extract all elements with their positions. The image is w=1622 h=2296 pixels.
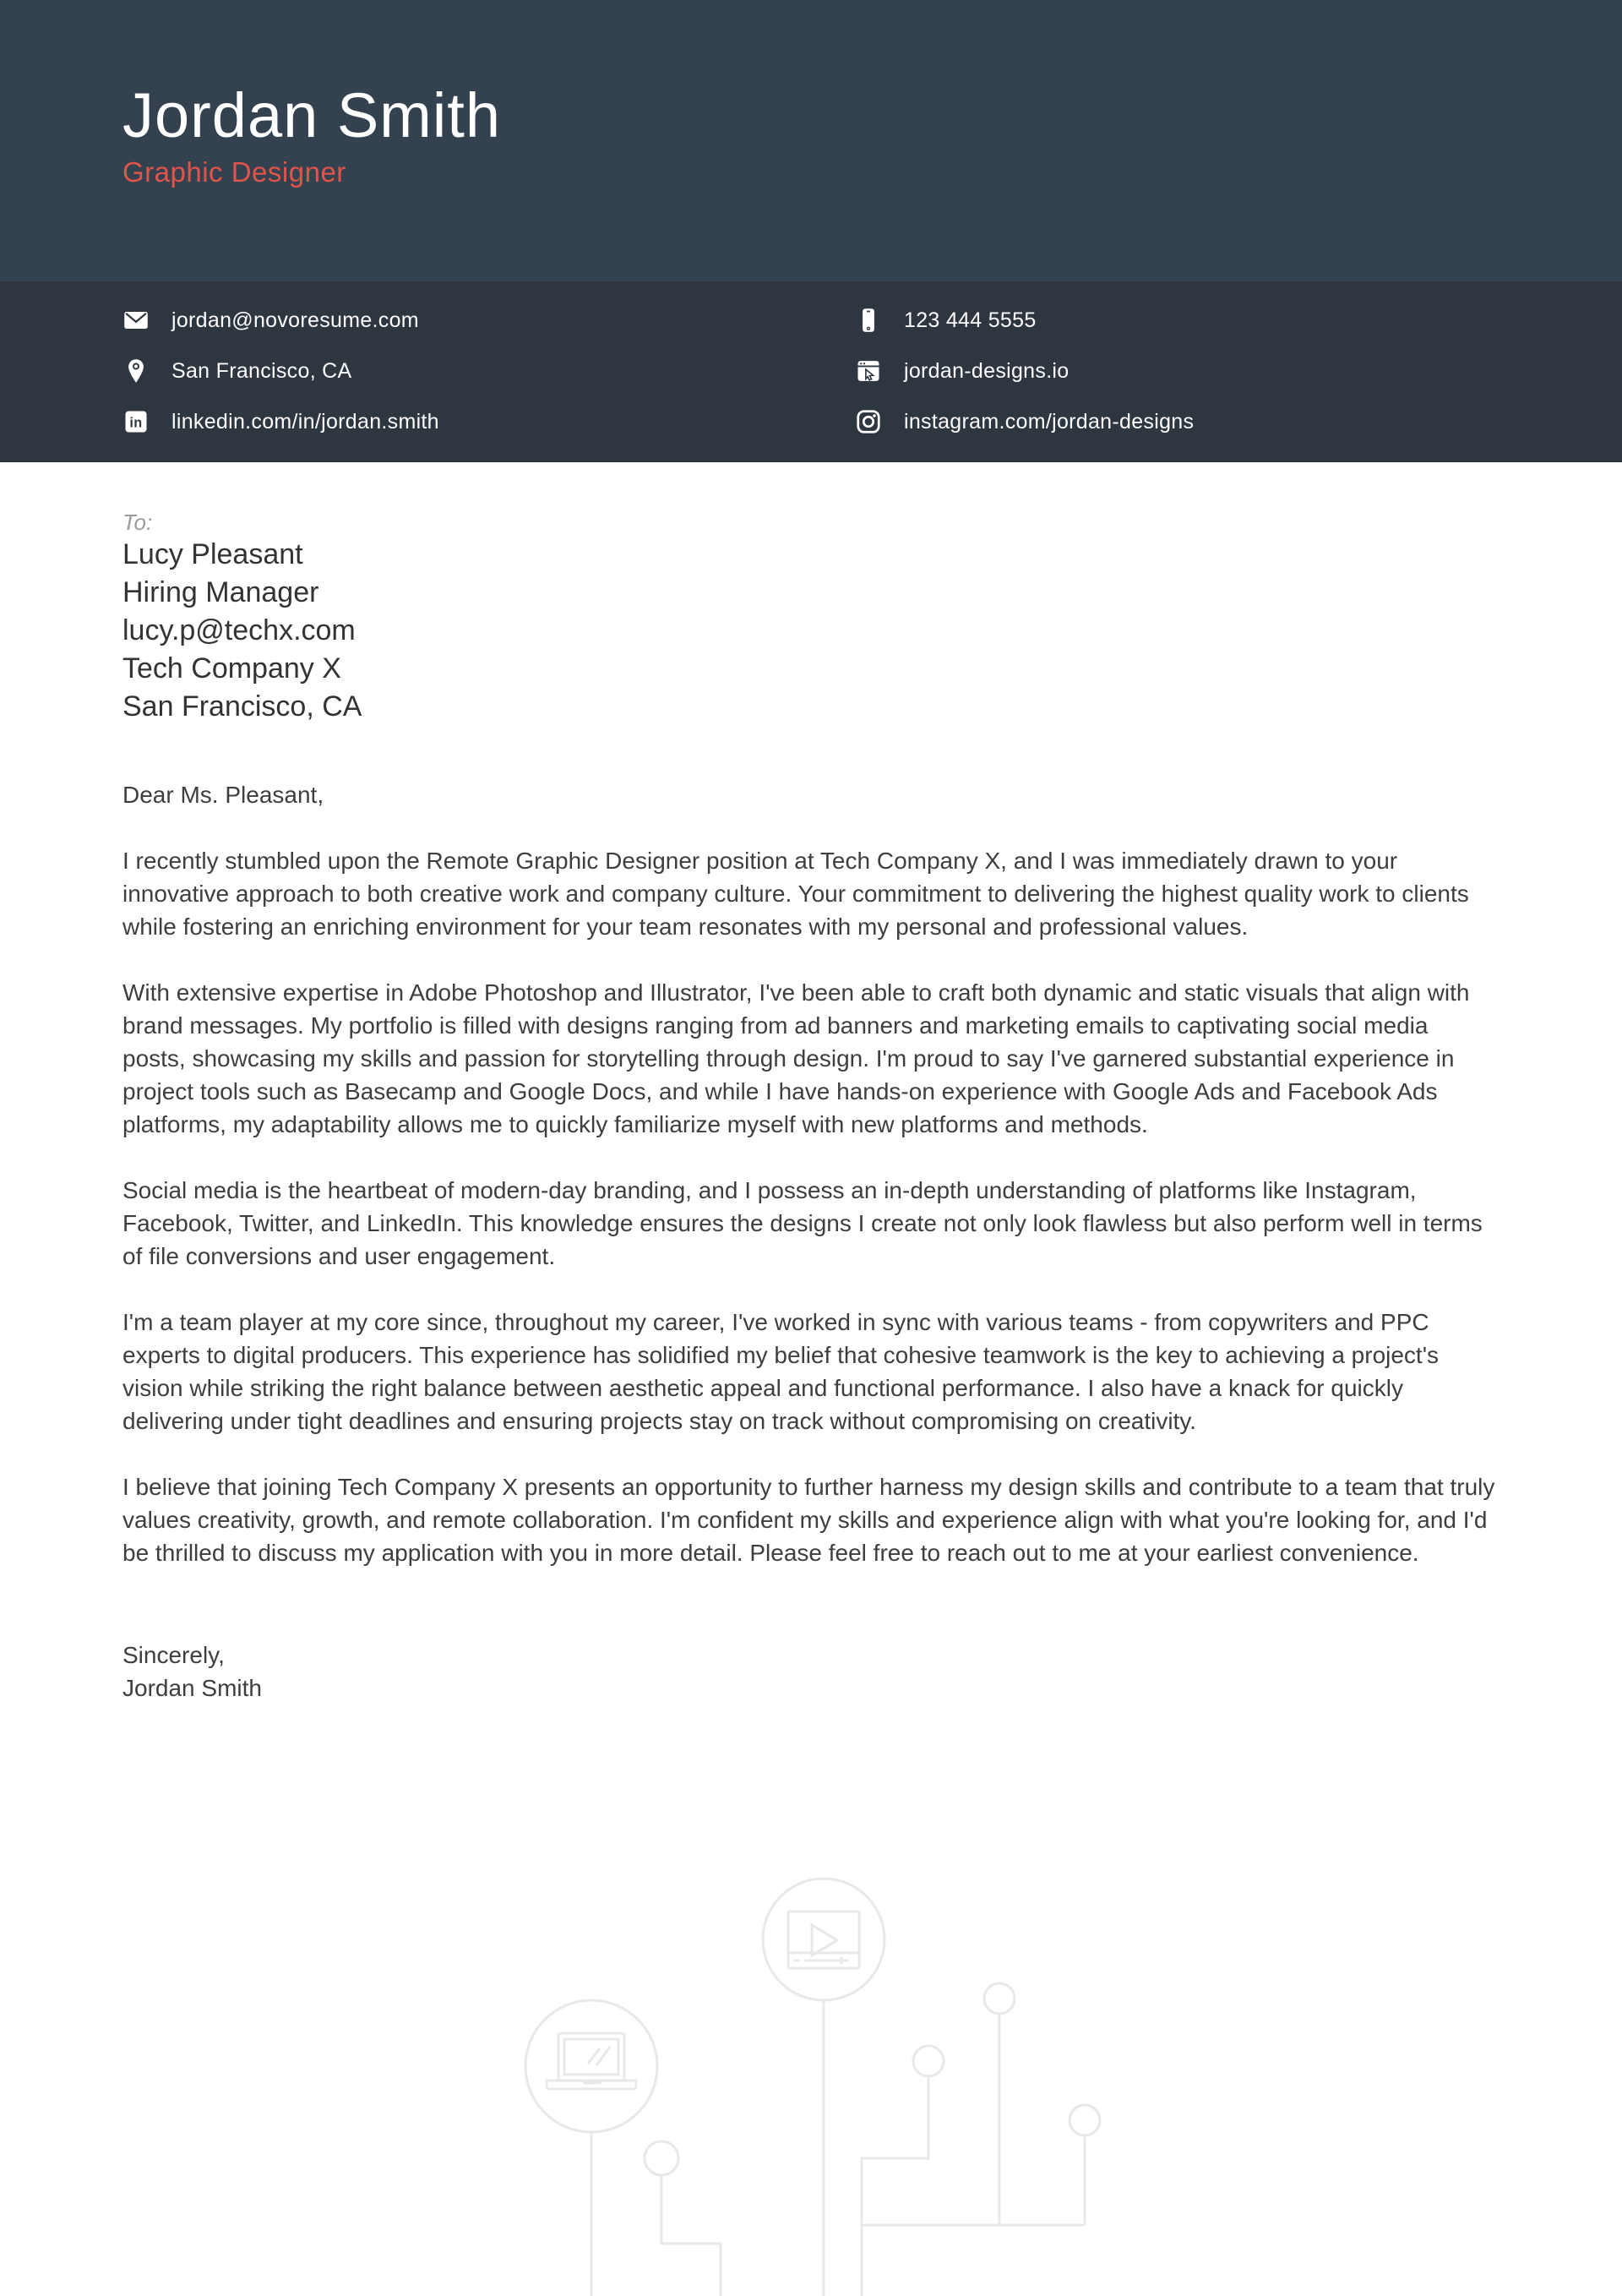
recipient-company: Tech Company X — [122, 652, 341, 684]
paragraph-5: I believe that joining Tech Company X presents an opportunity to further harness my design skills and contribute to a team that truly values creativity, growth, and remote collaboration. I'm confident my skills and experience align with what you're looking for, and I'd be thrilled to discuss my application with you in more detail. Please feel free to reach out to me at your earliest convenience. — [122, 1474, 1495, 1566]
paragraph-4: I'm a team player at my core since, throughout my career, I've worked in sync with various teams - from copywriters and PPC experts to digital producers. This experience has solidified my belief that cohesive teamwork is the key to achieving a project's vision while striking the right balance between aesthetic appeal and functional performance. I also have a knack for quickly delivering under tight deadlines and ensuring projects stay on track without compromising on creativity. — [122, 1309, 1440, 1434]
contact-row-instagram — [855, 408, 1194, 435]
contact-row-website — [855, 357, 1194, 384]
recipient-name: Lucy Pleasant — [122, 538, 303, 570]
phone-value: 123 444 5555 — [904, 308, 1037, 332]
contact-row-linkedin — [122, 408, 855, 435]
contact-bar — [0, 281, 1622, 462]
signature: Jordan Smith — [122, 1675, 262, 1701]
letter-body — [0, 510, 1622, 1704]
linkedin-icon — [122, 408, 150, 435]
recipient-block — [122, 536, 1495, 726]
location-value: San Francisco, CA — [171, 358, 352, 383]
salutation: Dear Ms. Pleasant, — [122, 782, 324, 808]
paragraph-3: Social media is the heartbeat of modern-day branding, and I possess an in-depth understanding of platforms like Instagram, Facebook, Twitter, and LinkedIn. This knowledge ensures the designs I create not only look flawless but also perform well in terms of file conversions and user engagement. — [122, 1177, 1483, 1269]
linkedin-value: linkedin.com/in/jordan.smith — [171, 409, 439, 434]
circuit-decoration — [0, 1817, 1622, 2296]
email-value: jordan@novoresume.com — [171, 308, 419, 332]
paragraph-1: I recently stumbled upon the Remote Graphic Designer position at Tech Company X, and I was immediately drawn to your innovative approach to both creative work and company culture. Your commitment to delivering the highest quality work to clients while fostering an enriching environment for your team resonates with my personal and professional values. — [122, 848, 1469, 940]
closing: Sincerely, — [122, 1642, 225, 1668]
svg-text:in: in — [129, 415, 143, 431]
laptop-icon — [525, 2000, 657, 2296]
recipient-label: To: — [122, 510, 153, 535]
video-player-icon — [763, 1879, 884, 2296]
website-value: jordan-designs.io — [904, 358, 1070, 383]
contact-column-right — [855, 307, 1194, 435]
circuit-lines — [645, 1983, 1100, 2296]
phone-icon — [855, 307, 882, 334]
recipient-city: San Francisco, CA — [122, 690, 362, 723]
instagram-value: instagram.com/jordan-designs — [904, 409, 1195, 434]
person-title: Graphic Designer — [122, 156, 346, 188]
contact-row-phone — [855, 307, 1194, 334]
contact-row-email — [122, 307, 855, 334]
instagram-icon — [855, 408, 882, 435]
closing-block — [122, 1639, 1495, 1704]
recipient-role: Hiring Manager — [122, 576, 319, 608]
location-icon — [122, 357, 150, 384]
paragraph-2: With extensive expertise in Adobe Photoshop and Illustrator, I've been able to craft both dynamic and static visuals that align with brand messages. My portfolio is filled with designs ranging from ad banners and marketing emails to captivating social media posts, showcasing my skills and passion for storytelling through design. I'm proud to say I've garnered substantial experience in project tools such as Basecamp and Google Docs, and while I have hands-on experience with Google Ads and Facebook Ads platforms, my adaptability allows me to quickly familiarize myself with new platforms and methods. — [122, 979, 1470, 1137]
website-icon — [855, 357, 882, 384]
contact-column-left — [122, 307, 855, 435]
contact-row-location — [122, 357, 855, 384]
header — [0, 0, 1622, 281]
person-name: Jordan Smith — [122, 80, 501, 150]
recipient-email: lucy.p@techx.com — [122, 614, 356, 646]
email-icon — [122, 307, 150, 334]
